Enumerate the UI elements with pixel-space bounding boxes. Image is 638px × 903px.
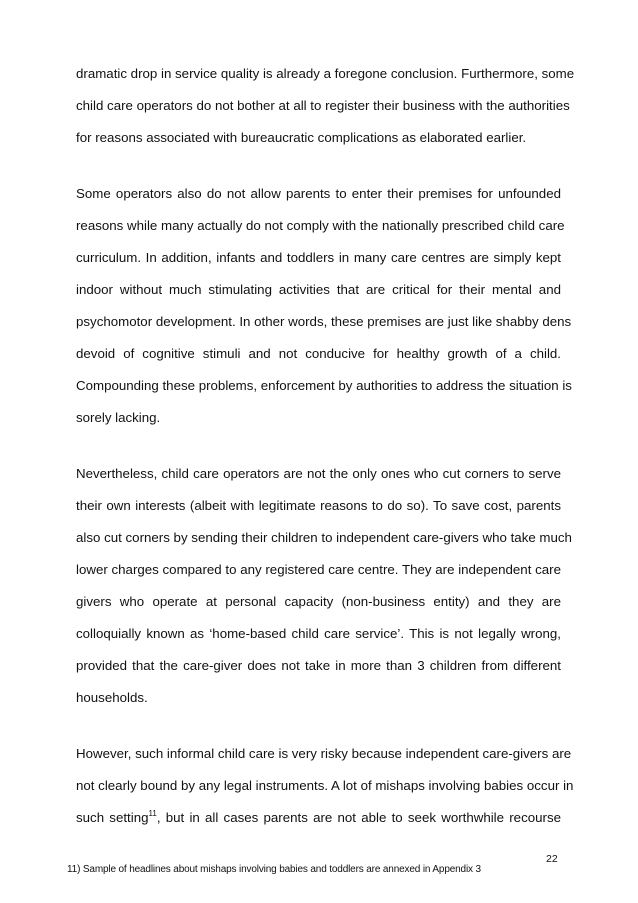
paragraph-3-line-2: their own interests (albeit with legitimate reasons to do so). To save cost, parents: [76, 498, 561, 513]
paragraph-2-line-8: sorely lacking.: [76, 410, 161, 425]
paragraph-4-line-3: [76, 810, 561, 826]
paragraph-2-line-1: Some operators also do not allow parents to enter their premises for unfounded: [76, 186, 561, 201]
footnote-reference: 11: [148, 809, 157, 818]
paragraph-4-line-1: However, such informal child care is very risky because independent care-givers are: [76, 746, 572, 761]
paragraph-3-line-7: provided that the care-giver does not take in more than 3 children from different: [76, 658, 561, 673]
paragraph-3-line-3: also cut corners by sending their children to independent care-givers who take much: [76, 530, 572, 545]
paragraph-4-line-3-end: , but in all cases parents are not able to seek worthwhile recourse: [156, 810, 561, 825]
paragraph-2-line-5: psychomotor development. In other words, these premises are just like shabby dens: [76, 314, 572, 329]
footnote-text: 11) Sample of headlines about mishaps involving babies and toddlers are annexed in Appendix 3: [67, 864, 481, 875]
paragraph-1-line-2: child care operators do not bother at all to register their business with the authorities: [76, 98, 570, 113]
paragraph-3-line-1: Nevertheless, child care operators are not the only ones who cut corners to serve: [76, 466, 561, 481]
paragraph-2-line-2: reasons while many actually do not comply with the nationally prescribed child care: [76, 218, 565, 233]
paragraph-2-line-6: devoid of cognitive stimuli and not conducive for healthy growth of a child.: [76, 346, 561, 361]
paragraph-2-line-4: indoor without much stimulating activities that are critical for their mental and: [76, 282, 561, 297]
page-number: 22: [546, 853, 558, 865]
paragraph-4-line-3-start: such setting: [76, 810, 149, 825]
paragraph-4-line-2: not clearly bound by any legal instruments. A lot of mishaps involving babies occur in: [76, 778, 574, 793]
paragraph-1-line-1: dramatic drop in service quality is already a foregone conclusion. Furthermore, some: [76, 66, 575, 81]
paragraph-2-line-3: curriculum. In addition, infants and toddlers in many care centres are simply kept: [76, 250, 561, 265]
paragraph-3-line-8: households.: [76, 690, 148, 705]
paragraph-2-line-7: Compounding these problems, enforcement by authorities to address the situation is: [76, 378, 572, 393]
paragraph-3-line-6: colloquially known as ‘home-based child care service’. This is not legally wrong,: [76, 626, 561, 641]
paragraph-3-line-5: givers who operate at personal capacity (non-business entity) and they are: [76, 594, 561, 609]
paragraph-3-line-4: lower charges compared to any registered care centre. They are independent care: [76, 562, 561, 577]
paragraph-1-line-3: for reasons associated with bureaucratic complications as elaborated earlier.: [76, 130, 527, 145]
